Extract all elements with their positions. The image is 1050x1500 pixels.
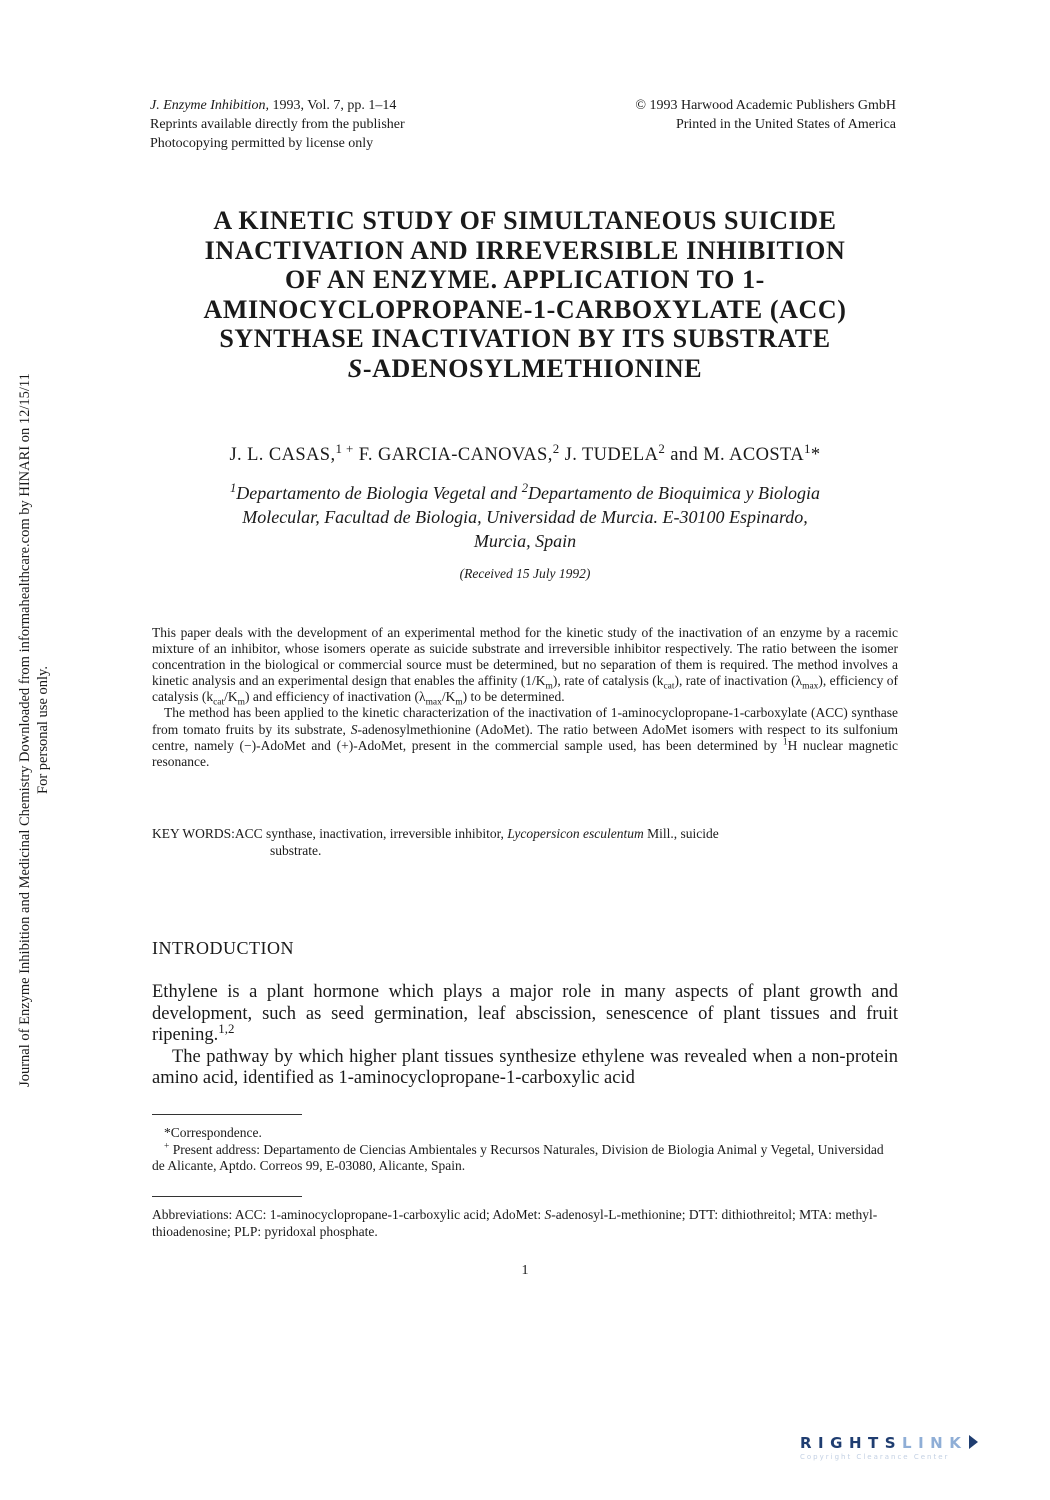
journal-name: J. Enzyme Inhibition, xyxy=(150,98,269,113)
body-text: Ethylene is a plant hormone which plays a major role in many aspects of plant growth and development, such as seed germination, leaf abscission, senescence of plant tissues and fruit ripening. xyxy=(152,982,898,1045)
author-sup: 1 + xyxy=(335,440,354,456)
section-heading: INTRODUCTION xyxy=(152,938,294,958)
sub: m xyxy=(455,698,463,709)
title-italic-s: S xyxy=(347,353,363,383)
sub: m xyxy=(237,698,245,709)
footnote-text: Correspondence. xyxy=(170,1125,262,1140)
journal-header xyxy=(150,96,405,153)
abstract-italic: S xyxy=(350,721,358,737)
keywords-part: Mill., suicide xyxy=(643,826,719,841)
abstract xyxy=(152,625,898,770)
abstract-text: H nuclear magnetic resonance. xyxy=(152,737,898,769)
reprints-note: Reprints available directly from the publisher xyxy=(150,117,405,132)
keywords-continuation: substrate. xyxy=(270,842,322,858)
sub: cat xyxy=(663,681,675,692)
affiliation xyxy=(150,481,900,553)
footnote-rule xyxy=(152,1196,302,1197)
author-tudela: J. TUDELA xyxy=(559,445,659,465)
title-line-rest: -ADENOSYLMETHIONINE xyxy=(362,353,703,383)
author-star: * xyxy=(810,445,821,465)
body-paragraph xyxy=(152,982,898,1047)
abstract-text: ), efficiency of catalysis (k xyxy=(152,673,898,705)
footnote-rule xyxy=(152,1114,302,1115)
keywords-row xyxy=(152,826,898,843)
affil-sup: 1 xyxy=(230,481,237,495)
footnote-mark: * xyxy=(164,1125,171,1140)
sub: max xyxy=(802,681,819,692)
abstract-text: This paper deals with the development of an experimental method for the kinetic study of the inactivation of an enzyme by a racemic mixture of an inhibitor, whose isomers operate as suicide substrate and irreversible inhibitor respectively. The ratio between the isomer concentration in the biological or commercial source must be determined, but no separation of them is required. The method involves a kinetic analysis and an experimental design that enables the affinity (1/K xyxy=(152,625,898,689)
author-acosta: and M. ACOSTA xyxy=(665,445,805,465)
abstract-text: /K xyxy=(224,689,238,705)
journal-volume: 1993, Vol. 7, pp. 1–14 xyxy=(268,98,397,113)
author-sup: 2 xyxy=(552,440,560,456)
copyright-line: © 1993 Harwood Academic Publishers GmbH xyxy=(635,98,896,113)
keywords-text xyxy=(235,826,898,843)
affil-text: Departamento de Biologia Vegetal and xyxy=(236,483,522,503)
affil-text: Departamento de Bioquimica y Biologia xyxy=(528,483,820,503)
abbr-italic: S xyxy=(544,1207,552,1222)
abbr-text: -adenosyl-L-methionine; DTT: dithiothreitol; MTA: methyl-thioadenosine; PLP: pyridoxal phosphate. xyxy=(152,1207,878,1239)
abstract-text: ) and efficiency of inactivation (λ xyxy=(244,689,426,705)
title-line: SYNTHASE INACTIVATION BY ITS SUBSTRATE xyxy=(219,324,831,353)
introduction-body xyxy=(152,982,898,1090)
download-notice-line2: For personal use only. xyxy=(35,666,51,794)
rightslink-arrow-icon xyxy=(969,1435,978,1449)
author-sup: 1 xyxy=(804,440,811,456)
journal-citation xyxy=(150,96,405,115)
title-line xyxy=(130,354,920,384)
rightslink-tagline: Copyright Clearance Center xyxy=(800,1453,950,1461)
affiliation-line: Molecular, Facultad de Biologia, Universidad de Murcia. E-30100 Espinardo, xyxy=(242,507,808,527)
title-line: OF AN ENZYME. APPLICATION TO 1- xyxy=(285,265,765,294)
sub: m xyxy=(545,681,553,692)
author-garcia-canovas: F. GARCIA-CANOVAS, xyxy=(353,445,553,465)
rightslink-dark: RIGHTS xyxy=(800,1434,903,1452)
abstract-paragraph xyxy=(152,625,898,709)
citation-sup: 1,2 xyxy=(218,1020,235,1036)
title-line: INACTIVATION AND IRREVERSIBLE INHIBITION xyxy=(204,235,846,265)
sub: max xyxy=(425,698,442,709)
author-casas: J. L. CASAS, xyxy=(229,445,336,465)
page-number: 1 xyxy=(521,1263,529,1278)
affiliation-line xyxy=(150,481,900,505)
author-list xyxy=(130,440,920,466)
rightslink-wordmark xyxy=(800,1434,1035,1452)
footnote-text: Present address: Departamento de Ciencias Ambientales y Recursos Naturales, Division de Biologia Animal y Vegetal, Universidad de Alicante, Aptdo. Correos 99, E-03080, Alicante, Spain. xyxy=(152,1141,884,1173)
sub: cat xyxy=(213,698,225,709)
printed-line: Printed in the United States of America xyxy=(675,117,896,132)
sup: 1 xyxy=(782,737,788,748)
footnote xyxy=(152,1125,898,1142)
paper-title xyxy=(130,206,920,383)
affil-sup: 2 xyxy=(521,481,529,495)
abstract-text: ), rate of inactivation (λ xyxy=(674,673,803,689)
keywords-label: KEY WORDS: xyxy=(152,826,235,841)
rightslink-logo[interactable] xyxy=(800,1434,1035,1470)
download-notice-line1: Journal of Enzyme Inhibition and Medicinal Chemistry Downloaded from informahealthcare.com by HINARI on 12/15/11 xyxy=(17,373,33,1087)
abstract-text: ), rate of catalysis (k xyxy=(552,673,664,689)
footnote xyxy=(152,1142,898,1175)
abstract-text: -adenosylmethionine (AdoMet). The ratio between AdoMet isomers with respect to its sulfonium centre, namely (−)-AdoMet and (+)-AdoMet, present in the commercial sample used, has been determined by xyxy=(152,721,898,753)
keywords-species: Lycopersicon esculentum xyxy=(507,826,644,841)
received-date: (Received 15 July 1992) xyxy=(459,566,591,581)
abstract-text: ) to be determined. xyxy=(462,689,565,705)
footnote-mark: + xyxy=(164,1141,170,1151)
affiliation-line: Murcia, Spain xyxy=(473,531,577,551)
publisher-header xyxy=(635,96,896,134)
footnote xyxy=(152,1207,898,1240)
footnotes xyxy=(152,1125,898,1175)
title-line: A KINETIC STUDY OF SIMULTANEOUS SUICIDE xyxy=(213,206,837,235)
body-paragraph: The pathway by which higher plant tissues synthesize ethylene was revealed when a non-protein amino acid, identified as 1-aminocyclopropane-1-carboxylic acid xyxy=(152,1046,898,1088)
abstract-paragraph xyxy=(152,705,898,769)
abbreviations xyxy=(152,1207,898,1240)
rightslink-light: LINK xyxy=(902,1434,968,1452)
keywords-part: ACC synthase, inactivation, irreversible inhibitor, xyxy=(234,826,508,841)
photocopy-note: Photocopying permitted by license only xyxy=(150,136,374,151)
keywords xyxy=(152,826,898,859)
abstract-text: /K xyxy=(441,689,456,705)
title-line: AMINOCYCLOPROPANE-1-CARBOXYLATE (ACC) xyxy=(203,294,847,324)
author-sup: 2 xyxy=(658,440,666,456)
abbr-text: Abbreviations: ACC: 1-aminocyclopropane-1-carboxylic acid; AdoMet: xyxy=(152,1207,545,1222)
abstract-text: The method has been applied to the kinetic characterization of the inactivation of 1-aminocyclopropane-1-carboxylate (ACC) synthase from tomato fruits by its substrate, xyxy=(152,705,898,737)
